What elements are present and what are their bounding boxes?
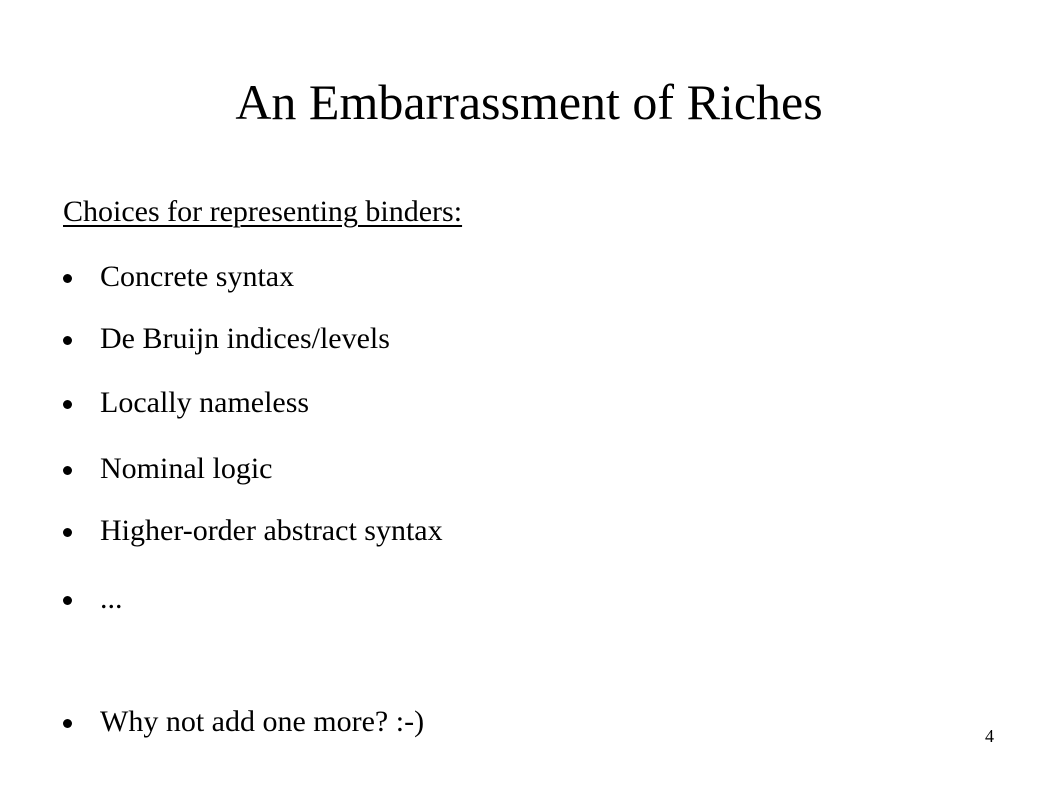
bullet-dot-icon [63,400,72,409]
bullet-dot-icon [63,528,72,537]
slide-subheading: Choices for representing binders: [63,195,463,228]
page-number: 4 [985,726,994,746]
bullet-dot-icon [63,336,72,345]
bullet-text: ... [100,582,123,615]
bullet-text: Higher-order abstract syntax [100,514,443,547]
bullet-dot-icon [63,596,72,605]
bullet-dot-icon [63,274,72,283]
bullet-text: Locally nameless [100,386,310,419]
bullet-dot-icon [63,466,72,475]
bullet-text: Concrete syntax [100,260,295,293]
bullet-text: Nominal logic [100,452,273,485]
bullet-text: Why not add one more? :-) [100,705,425,738]
slide-title: An Embarrassment of Riches [235,74,823,130]
bullet-text: De Bruijn indices/levels [100,322,390,355]
bullet-dot-icon [63,719,72,728]
